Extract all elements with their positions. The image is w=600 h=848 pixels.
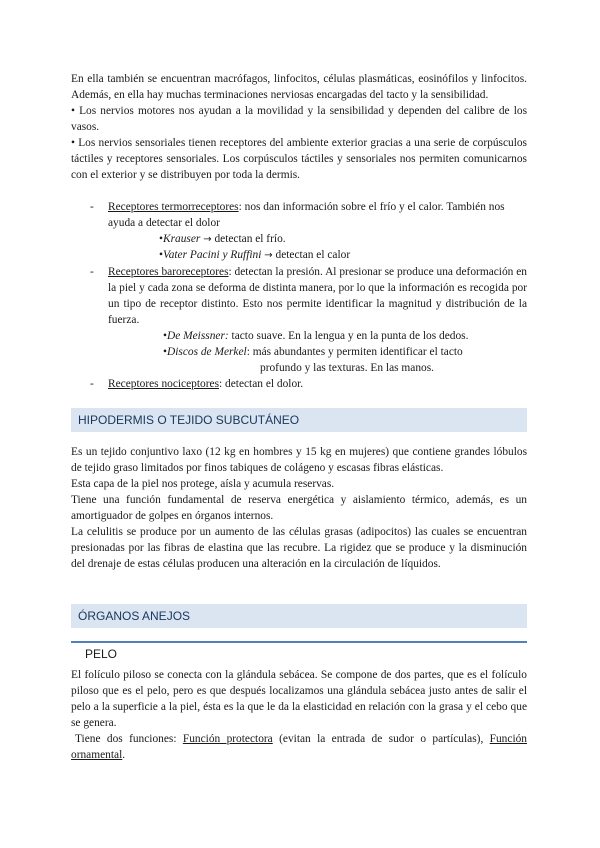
krauser-name: Krauser [163,233,201,245]
meissner-name: De Meissner: [167,330,229,342]
sub-item-krauser [159,231,519,248]
baroreceptores-label: Receptores baroreceptores [108,266,229,278]
sub-item-vater [159,247,519,264]
nociceptores-text: : detectan el dolor. [219,378,304,390]
baroreceptores-text: : detectan la presión. Al presionar se produce una deformación en la piel y cada zona se deforma de distinta manera, por lo que la información es recogida por un tipo de receptor distinto. Esto nos permite identificar la magnitud y distribución de la fuerza. [108,266,527,326]
krauser-text: detectan el frío. [214,233,286,245]
termorreceptores-text: : nos dan información sobre el frío y el calor. También nos ayuda a detectar el dolor [108,201,505,229]
merkel-text: : más abundantes y permiten identificar el tacto [246,346,463,358]
section-heading-organos: ÓRGANOS ANEJOS [71,604,527,628]
receptors-list-3 [71,376,527,392]
merkel-text-continued: profundo y las texturas. En las manos. [260,362,434,374]
hipodermis-body [71,444,527,572]
meissner-text: tacto suave. En la lengua y en la punta de los dedos. [228,330,469,342]
arrow-icon: → [203,234,212,245]
list-item-termorreceptores [71,199,527,231]
merkel-name: Discos de Merkel [167,346,247,358]
pelo-body [71,667,527,763]
vater-text: detectan el calor [275,249,351,261]
dash-marker: - [90,266,94,278]
list-item-nociceptores [71,376,527,392]
termorreceptores-label: Receptores termorreceptores [108,201,239,213]
vater-name: Vater Pacini y Ruffini [163,249,262,261]
paragraph-sensory-nerves: • Los nervios sensoriales tienen receptores del ambiente exterior gracias a una serie de corpúsculos táctiles y receptores sensoriales. Los corpúsculos táctiles y sensoriales nos permiten comunicarnos con el exterior y se distribuyen por toda la dermis. [71,137,527,181]
paragraph-motor-nerves: • Los nervios motores nos ayudan a la movilidad y la sensibilidad y dependen del calibre de los vasos. [71,105,527,133]
funciones-end: . [122,749,126,761]
funciones-intro: Tiene dos funciones: [75,733,183,745]
dash-marker: - [90,378,94,390]
sub-item-meissner [163,328,523,344]
funcion-protectora: Función protectora [182,733,273,745]
paragraph-cells: En ella también se encuentran macrófagos, linfocitos, células plasmáticas, eosinófilos y linfocitos. Además, en ella hay muchas terminaciones nerviosas encargadas del tacto y la sensibilidad. [71,73,527,101]
dermis-intro [71,71,527,183]
sub-item-merkel [163,344,523,360]
paragraph-capa: Esta capa de la piel nos protege, aísla y acumula reservas. [71,478,335,490]
paragraph-tejido: Es un tejido conjuntivo laxo (12 kg en hombres y 15 kg en mujeres) que contiene grandes lóbulos de tejido graso limitados por finos tabiques de colágeno y escasas fibras elásticas. [71,446,527,474]
section-divider [71,641,527,643]
arrow-icon: → [264,250,273,261]
paragraph-funcion: Tiene una función fundamental de reserva energética y aislamiento térmico, además, es un amortiguador de golpes en órganos internos. [71,494,527,522]
paragraph-foliculo: El folículo piloso se conecta con la glándula sebácea. Se compone de dos partes, que es el folículo piloso que es el pelo, pero es que después localizamos una glándula sebácea justo antes de salir el pelo a la superficie a la piel, ésta es la que le da la elasticidad en relación con la grasa y el cebo que se genera. [71,669,527,729]
subsection-heading-pelo: PELO [85,647,118,661]
funcion-ornamental: Función ornamental [71,733,527,761]
receptors-list-2 [71,264,527,328]
list-item-baroreceptores [71,264,527,328]
bullet-marker: • [159,233,163,245]
receptors-list [71,199,527,231]
bullet-marker: • [163,330,167,342]
bullet-marker: • [159,249,163,261]
nociceptores-label: Receptores nociceptores [108,378,220,390]
funciones-middle: (evitan la entrada de sudor o partículas), [272,733,490,745]
paragraph-funciones [71,731,527,763]
bullet-marker: • [163,346,167,358]
paragraph-celulitis: La celulitis se produce por un aumento de las células grasas (adipocitos) las cuales se encuentran presionadas por las fibras de elastina que las recubre. La rigidez que se produce y la disminución del drenaje de estas células producen una alteración en la circulación de líquidos. [71,526,527,570]
section-heading-hipodermis: HIPODERMIS O TEJIDO SUBCUTÁNEO [71,408,527,432]
dash-marker: - [90,201,94,213]
